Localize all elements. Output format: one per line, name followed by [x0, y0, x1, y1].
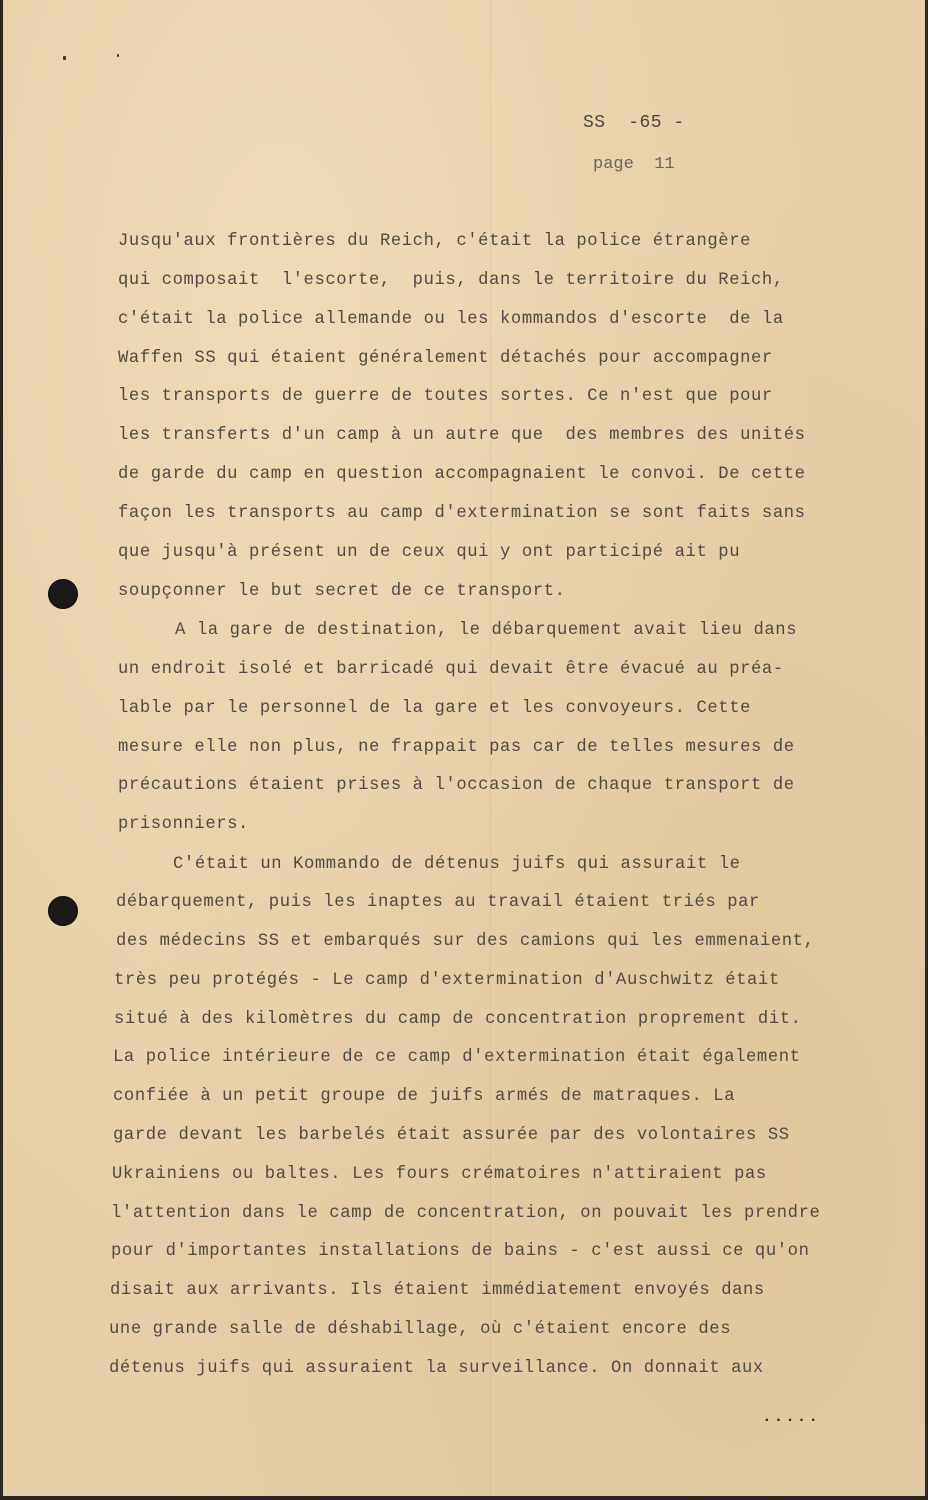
page-number: page 11	[593, 155, 675, 174]
text-line: un endroit isolé et barricadé qui devait être évacué au préa-	[118, 660, 784, 679]
text-line: qui composait l'escorte, puis, dans le territoire du Reich,	[118, 271, 784, 290]
text-line: soupçonner le but secret de ce transport.	[118, 582, 566, 601]
document-page	[3, 0, 925, 1496]
text-line: les transports de guerre de toutes sortes. Ce n'est que pour	[118, 387, 773, 406]
text-line: débarquement, puis les inaptes au travail étaient triés par	[116, 893, 760, 912]
text-line: situé à des kilomètres du camp de concentration proprement dit.	[114, 1010, 802, 1029]
text-line: l'attention dans le camp de concentration, on pouvait les prendre	[111, 1204, 821, 1223]
paragraph-start-line: A la gare de destination, le débarquement avait lieu dans	[175, 621, 798, 640]
text-line: c'était la police allemande ou les kommandos d'escorte de la	[118, 310, 784, 329]
text-line: La police intérieure de ce camp d'extermination était également	[113, 1048, 801, 1067]
typewritten-body	[3, 0, 925, 1496]
text-line: des médecins SS et embarqués sur des camions qui les emmenaient,	[116, 932, 815, 951]
text-line: façon les transports au camp d'extermination se sont faits sans	[118, 504, 806, 523]
text-line: confiée à un petit groupe de juifs armés de matraques. La	[113, 1087, 736, 1106]
text-line: pour d'importantes installations de bains - c'est aussi ce qu'on	[111, 1242, 810, 1261]
text-line: très peu protégés - Le camp d'extermination d'Auschwitz était	[114, 971, 780, 990]
continuation-mark: .....	[762, 1408, 821, 1426]
text-line: prisonniers.	[118, 815, 249, 834]
text-line: mesure elle non plus, ne frappait pas car de telles mesures de	[118, 738, 795, 757]
text-line: Jusqu'aux frontières du Reich, c'était la police étrangère	[118, 232, 752, 251]
text-line: précautions étaient prises à l'occasion de chaque transport de	[118, 776, 795, 795]
text-line: Waffen SS qui étaient généralement détachés pour accompagner	[118, 349, 773, 368]
document-reference: SS -65 -	[583, 113, 685, 133]
text-line: disait aux arrivants. Ils étaient immédiatement envoyés dans	[110, 1281, 765, 1300]
text-line: garde devant les barbelés était assurée par des volontaires SS	[113, 1126, 790, 1145]
text-line: détenus juifs qui assuraient la surveillance. On donnait aux	[109, 1359, 764, 1378]
text-line: que jusqu'à présent un de ceux qui y ont participé ait pu	[118, 543, 741, 562]
text-line: Ukrainiens ou baltes. Les fours crématoires n'attiraient pas	[112, 1165, 767, 1184]
text-line: une grande salle de déshabillage, où c'étaient encore des	[109, 1320, 732, 1339]
text-line: lable par le personnel de la gare et les convoyeurs. Cette	[118, 699, 752, 718]
paragraph-start-line: C'était un Kommando de détenus juifs qui assurait le	[173, 855, 741, 874]
text-line: de garde du camp en question accompagnaient le convoi. De cette	[118, 465, 806, 484]
text-line: les transferts d'un camp à un autre que des membres des unités	[118, 426, 806, 445]
